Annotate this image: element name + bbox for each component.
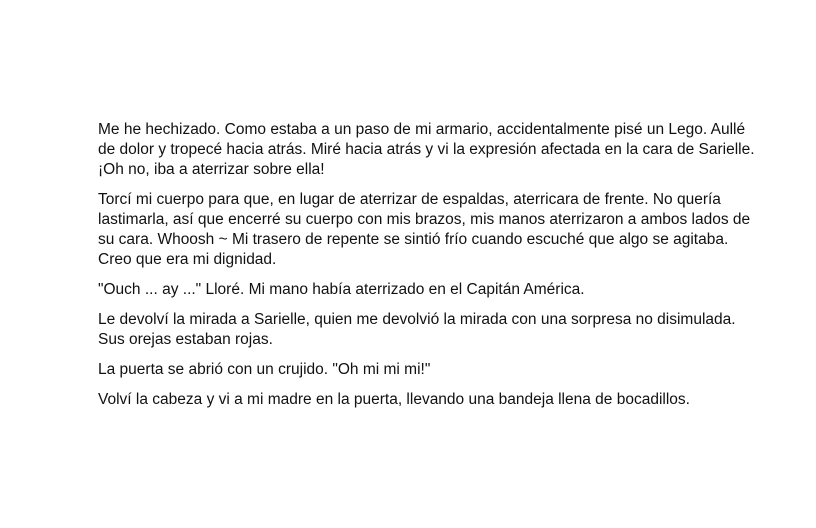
paragraph-4: Le devolví la mirada a Sarielle, quien me devolvió la mirada con una sorpresa no disimulada. Sus orejas estaban rojas. xyxy=(98,311,736,348)
paragraph-2: Torcí mi cuerpo para que, en lugar de aterrizar de espaldas, aterricara de frente. No quería lastimarla, así que encerré su cuerpo con mis brazos, mis manos aterrizaron a ambos lados de su cara. Whoosh ~ Mi trasero de repente se sintió frío cuando escuché que algo se agitaba. Creo que era mi dignidad. xyxy=(98,191,751,268)
paragraph-6: Volví la cabeza y vi a mi madre en la puerta, llevando una bandeja llena de bocadillos. xyxy=(98,391,690,408)
paragraph-1: Me he hechizado. Como estaba a un paso de mi armario, accidentalmente pisé un Lego. Aullé de dolor y tropecé hacia atrás. Miré hacia atrás y vi la expresión afectada en la cara de Sarielle. ¡Oh no, iba a aterrizar sobre ella! xyxy=(98,121,755,178)
document-body xyxy=(98,120,758,420)
paragraph-3: "Ouch ... ay ..." Lloré. Mi mano había aterrizado en el Capitán América. xyxy=(98,281,585,298)
paragraph-5: La puerta se abrió con un crujido. "Oh mi mi mi!" xyxy=(98,361,431,378)
